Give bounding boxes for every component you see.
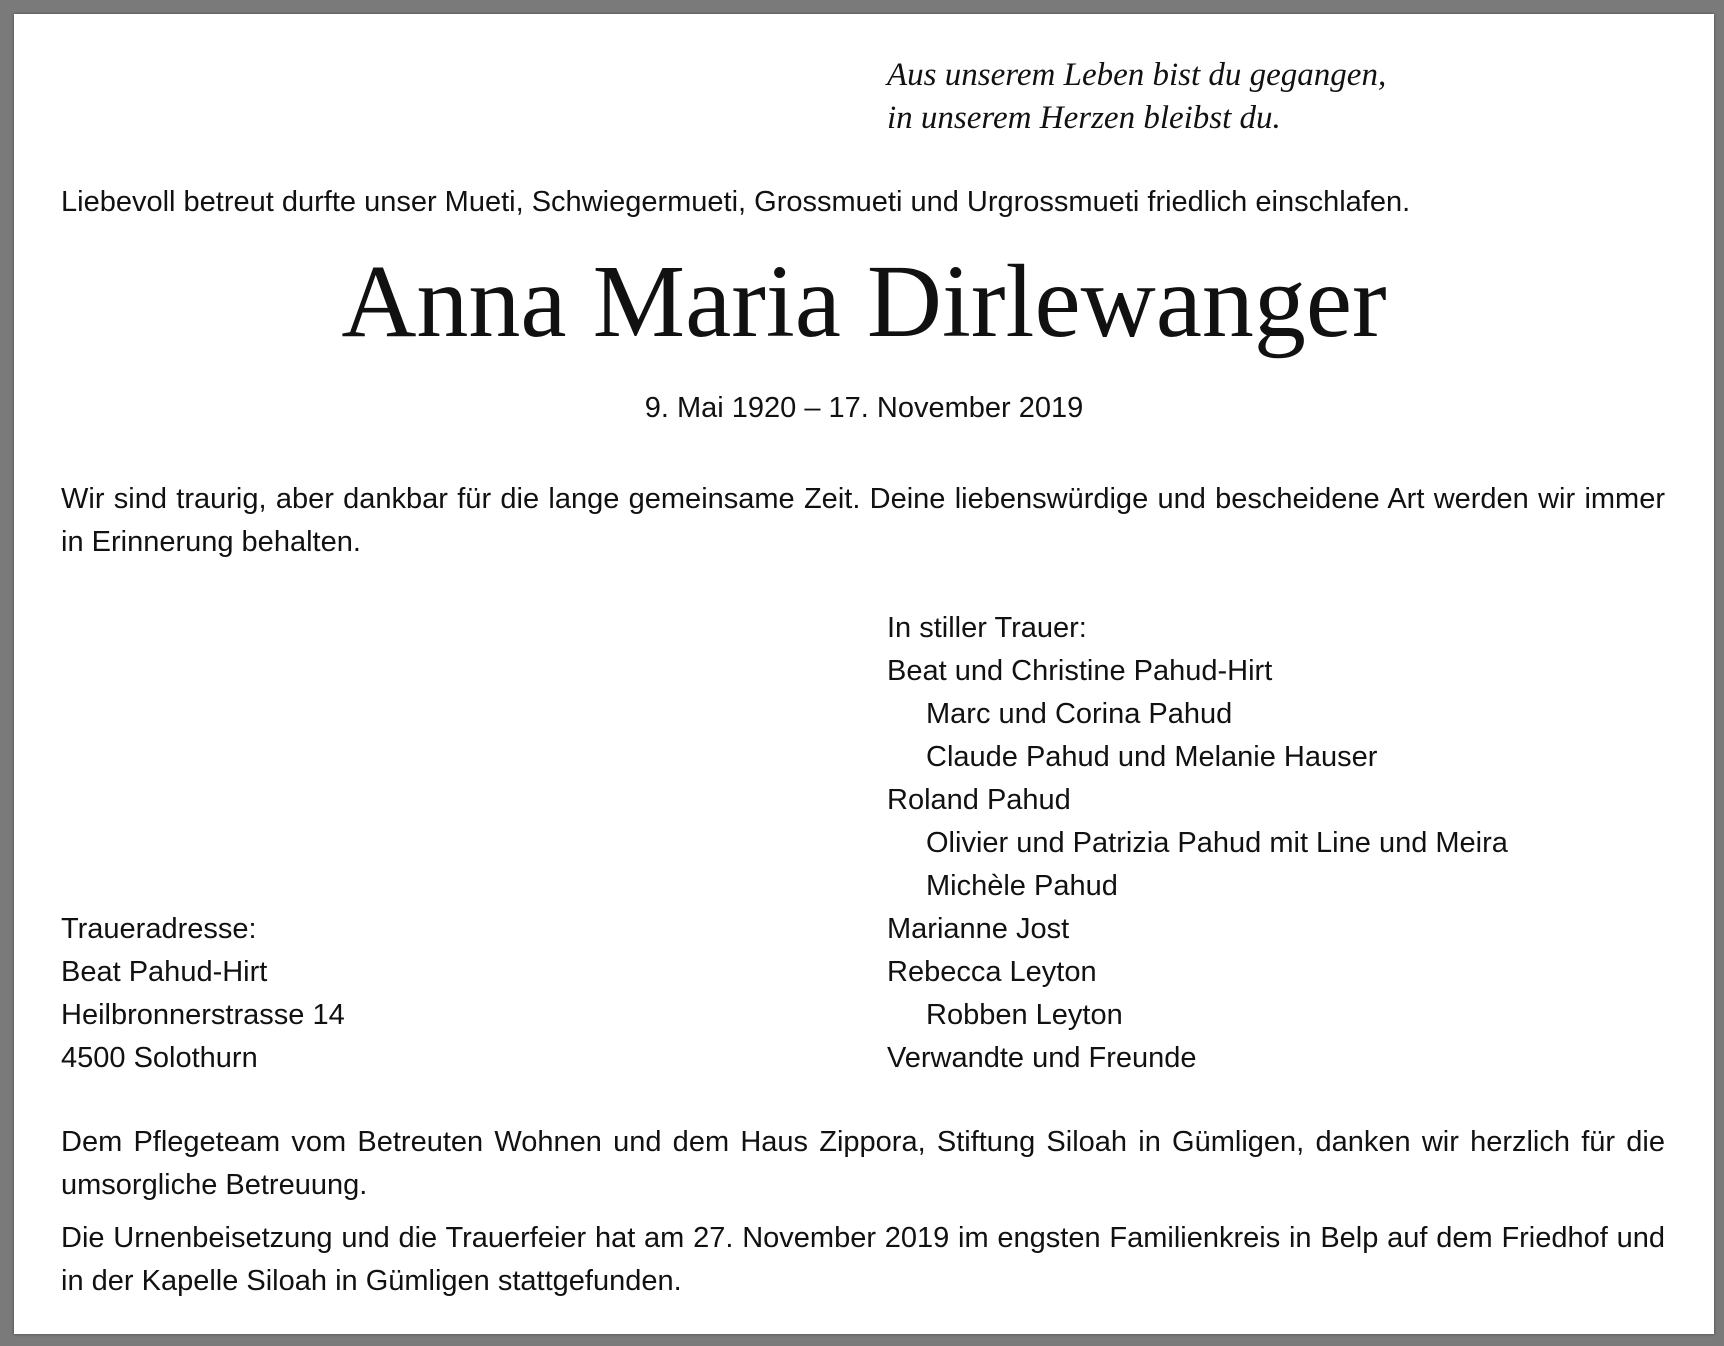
mourners-heading: In stiller Trauer: <box>887 612 1087 644</box>
address-street: Heilbronnerstrasse 14 <box>61 999 345 1031</box>
mourner-entry: Michèle Pahud <box>926 870 1118 902</box>
mourning-address <box>61 908 345 1080</box>
mourners-list <box>887 607 1508 1080</box>
mourner-entry: Verwandte und Freunde <box>887 1042 1197 1074</box>
mourner-entry: Robben Leyton <box>926 999 1123 1031</box>
intro-text: Liebevoll betreut durfte unser Mueti, Schwiegermueti, Grossmueti und Urgrossmueti friedlich einschlafen. <box>61 186 1411 218</box>
address-name: Beat Pahud-Hirt <box>61 956 268 988</box>
farewell-paragraph: Wir sind traurig, aber dankbar für die lange gemeinsame Zeit. Deine liebenswürdige und bescheidene Art werden wir immer in Erinnerung behalten. <box>61 483 1665 558</box>
poem-line-2: in unserem Herzen bleibst du. <box>887 100 1281 136</box>
obituary-page <box>14 14 1714 1334</box>
address-label: Traueradresse: <box>61 913 257 945</box>
mourner-entry: Rebecca Leyton <box>887 956 1097 988</box>
mourner-entry: Beat und Christine Pahud-Hirt <box>887 655 1273 687</box>
poem-line-1: Aus unserem Leben bist du gegangen, <box>887 57 1387 93</box>
life-dates: 9. Mai 1920 – 17. November 2019 <box>644 392 1084 424</box>
mourner-entry: Olivier und Patrizia Pahud mit Line und Meira <box>926 827 1508 859</box>
poem-quote <box>887 54 1386 140</box>
mourner-entry: Marianne Jost <box>887 913 1070 945</box>
mourner-entry: Marc und Corina Pahud <box>926 698 1233 730</box>
address-city: 4500 Solothurn <box>61 1042 258 1074</box>
mourner-entry: Roland Pahud <box>887 784 1071 816</box>
funeral-paragraph: Die Urnenbeisetzung und die Trauerfeier hat am 27. November 2019 im engsten Familienkreis in Belp auf dem Friedhof und in der Kapelle Siloah in Gümligen stattgefunden. <box>61 1222 1665 1297</box>
deceased-name: Anna Maria Dirlewanger <box>341 244 1387 359</box>
mourner-entry: Claude Pahud und Melanie Hauser <box>926 741 1378 773</box>
thanks-paragraph: Dem Pflegeteam vom Betreuten Wohnen und dem Haus Zippora, Stiftung Siloah in Gümligen, danken wir herzlich für die umsorgliche Betreuung. <box>61 1126 1665 1201</box>
